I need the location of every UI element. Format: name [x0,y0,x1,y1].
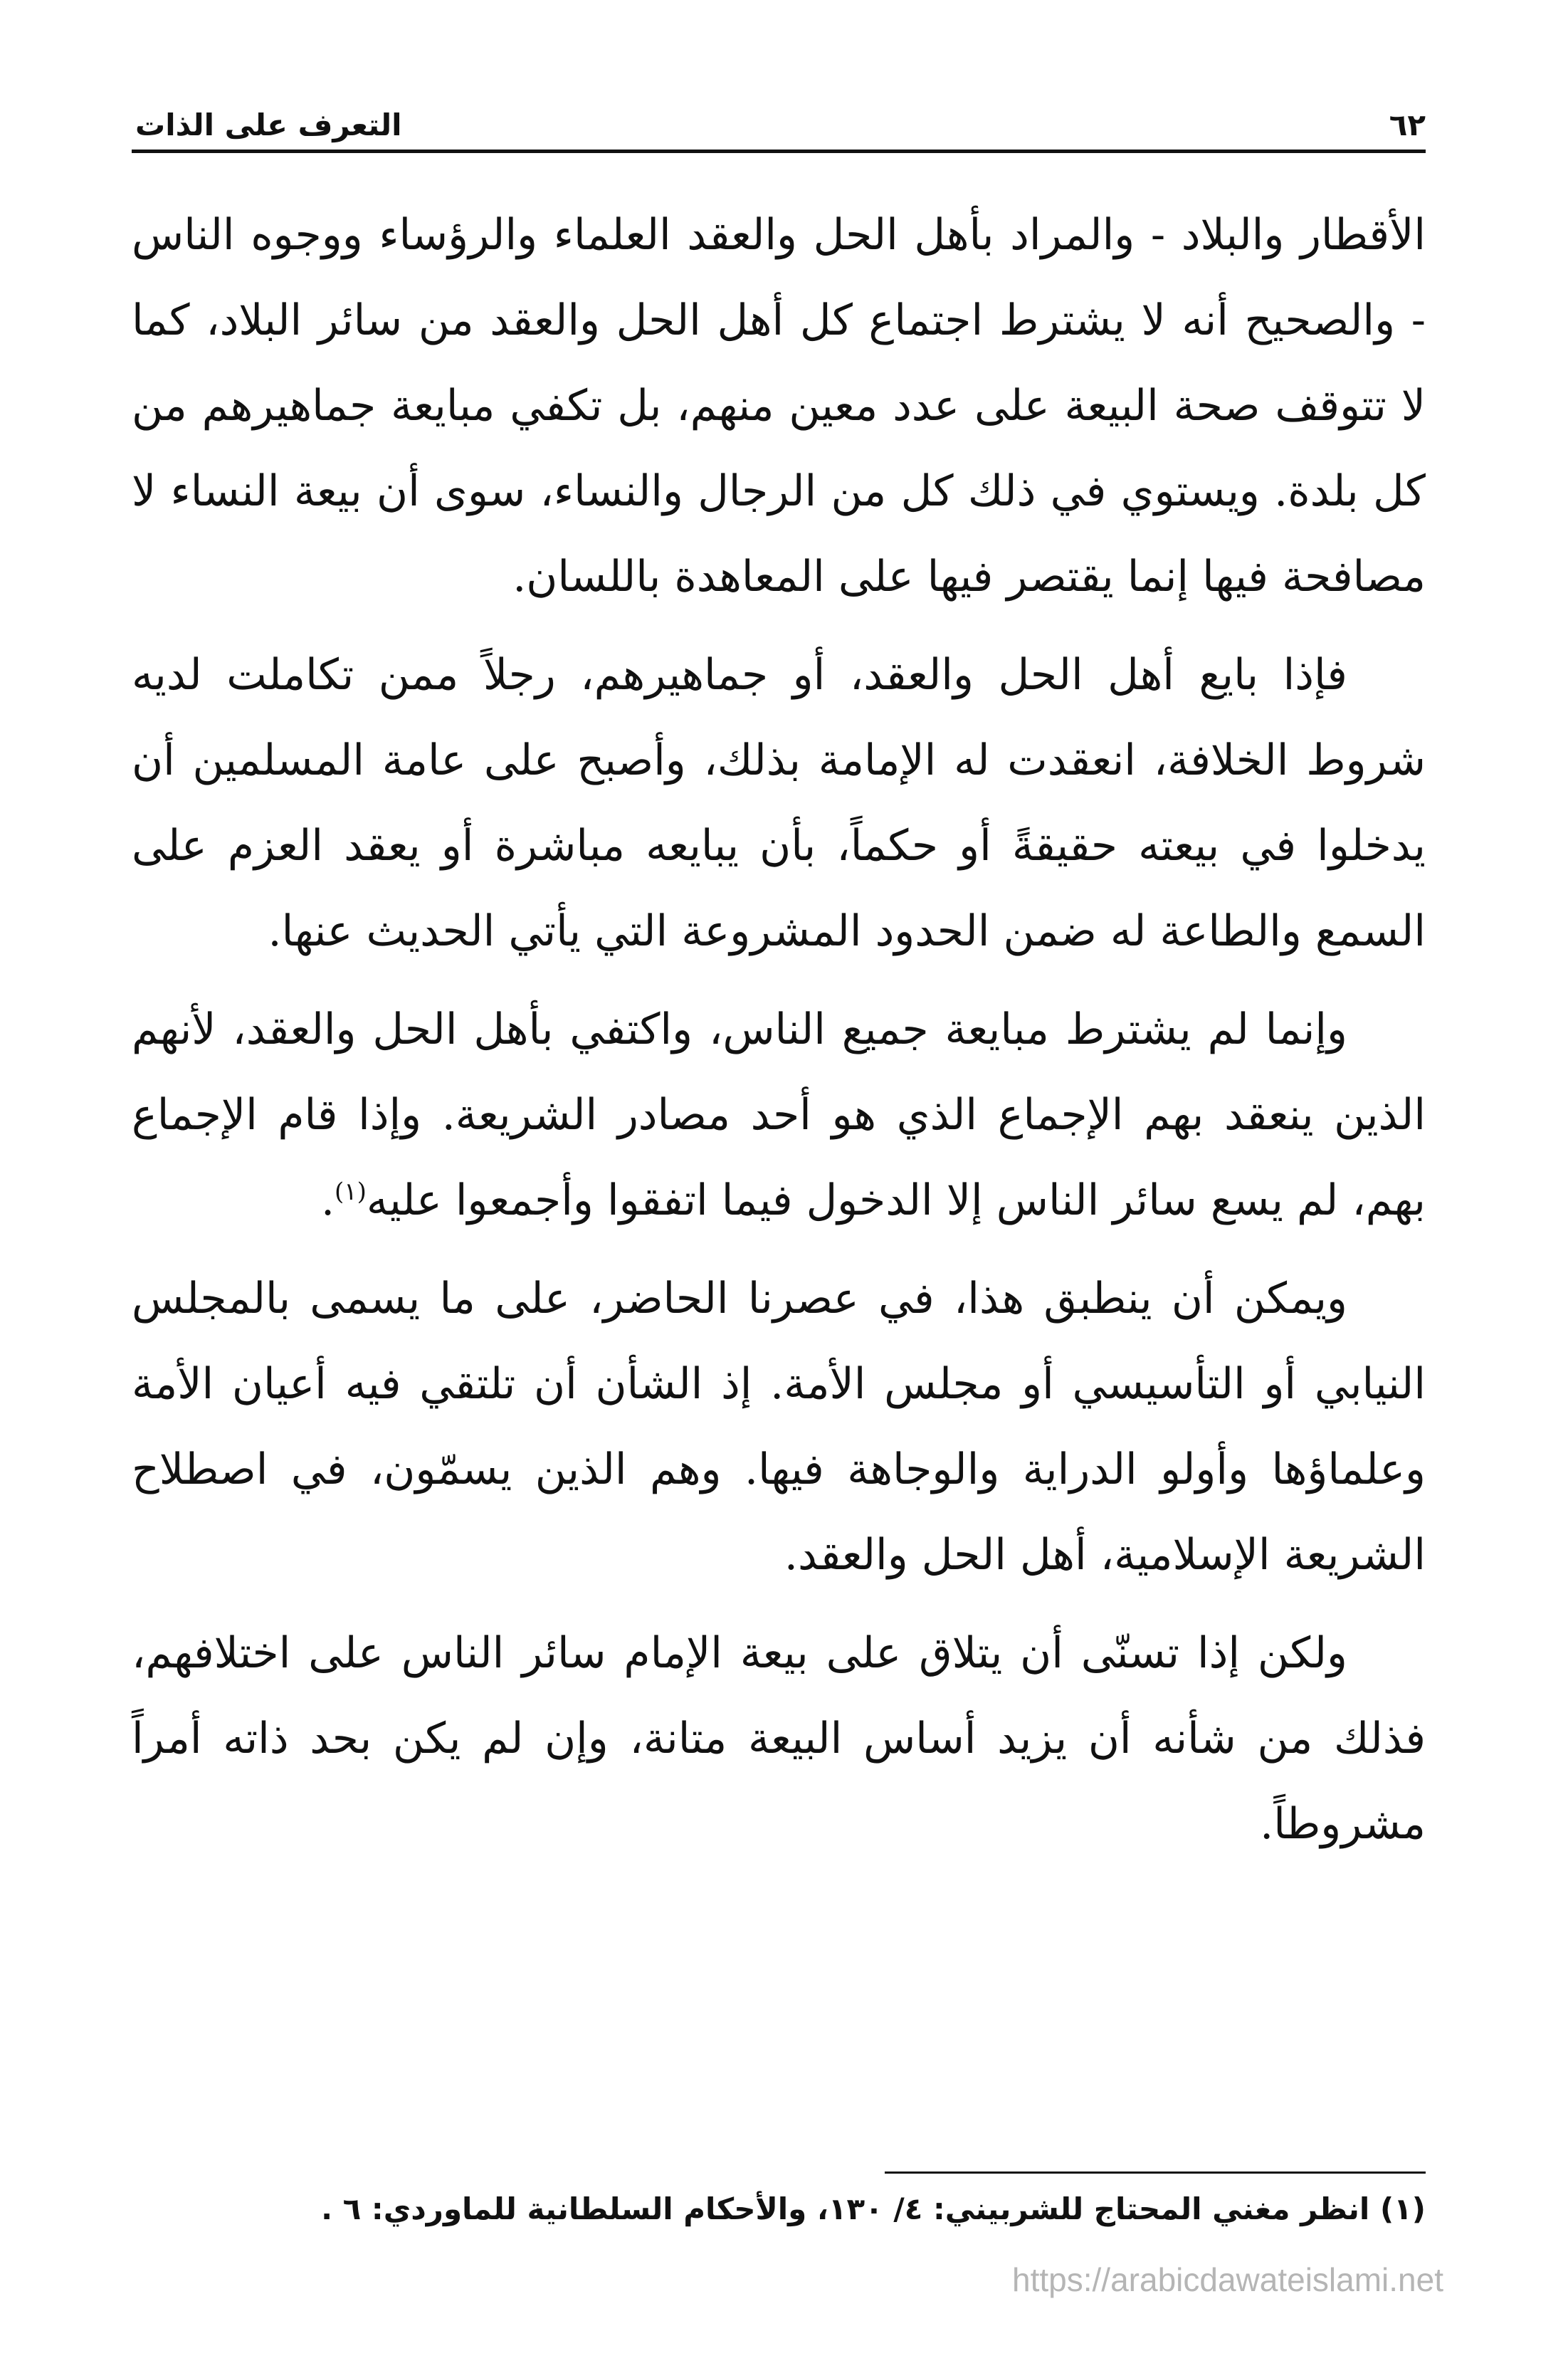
page-header [135,93,1426,142]
page-number: ٦٢ [1389,108,1426,142]
body-text [132,192,1426,1880]
paragraph-3 [132,987,1426,1243]
paragraph-5: ولكن إذا تسنّى أن يتلاق على بيعة الإمام سائر الناس على اختلافهم، فذلك من شأنه أن يزيد أساس البيعة متانة، وإن لم يكن بحد ذاته أمراً مشروطاً. [132,1628,1426,1849]
header-rule [132,150,1426,153]
paragraph-3-end: . [320,1175,335,1225]
watermark-url: https://arabicdawateislami.net [1012,2261,1443,2298]
paragraph-2: فإذا بايع أهل الحل والعقد، أو جماهيرهم، رجلاً ممن تكاملت لديه شروط الخلافة، انعقدت له الإمامة بذلك، وأصبح على عامة المسلمين أن يدخلوا في بيعته حقيقةً أو حكماً، بأن يبايعه مباشرة أو يعقد العزم على السمع والطاعة له ضمن الحدود المشروعة التي يأتي الحديث عنها. [132,650,1426,956]
paragraph-3-text: وإنما لم يشترط مبايعة جميع الناس، واكتفي بأهل الحل والعقد، لأنهم الذين ينعقد بهم الإجماع الذي هو أحد مصادر الشريعة. وإذا قام الإجماع بهم، لم يسع سائر الناس إلا الدخول فيما اتفقوا وأجمعوا عليه [132,1005,1426,1225]
footnote-rule [885,2171,1426,2174]
footnote: (١) انظر مغني المحتاج للشربيني: ٤/ ١٣٠، والأحكام السلطانية للماوردي: ٦ . [321,2191,1426,2226]
paragraph-4: ويمكن أن ينطبق هذا، في عصرنا الحاضر، على ما يسمى بالمجلس النيابي أو التأسيسي أو مجلس الأمة. إذ الشأن أن تلتقي فيه أعيان الأمة وعلماؤها وأولو الدراية والوجاهة فيها. وهم الذين يسمّون، في اصطلاح الشريعة الإسلامية، أهل الحل والعقد. [132,1274,1426,1580]
footnote-reference[interactable]: (١) [335,1178,367,1206]
paragraph-1: الأقطار والبلاد - والمراد بأهل الحل والعقد العلماء والرؤساء ووجوه الناس - والصحيح أنه لا يشترط اجتماع كل أهل الحل والعقد من سائر البلاد، كما لا تتوقف صحة البيعة على عدد معين منهم، بل تكفي مبايعة جماهيرهم من كل بلدة. ويستوي في ذلك كل من الرجال والنساء، سوى أن بيعة النساء لا مصافحة فيها إنما يقتصر فيها على المعاهدة باللسان. [132,210,1426,602]
running-title: التعرف على الذات [135,108,402,142]
